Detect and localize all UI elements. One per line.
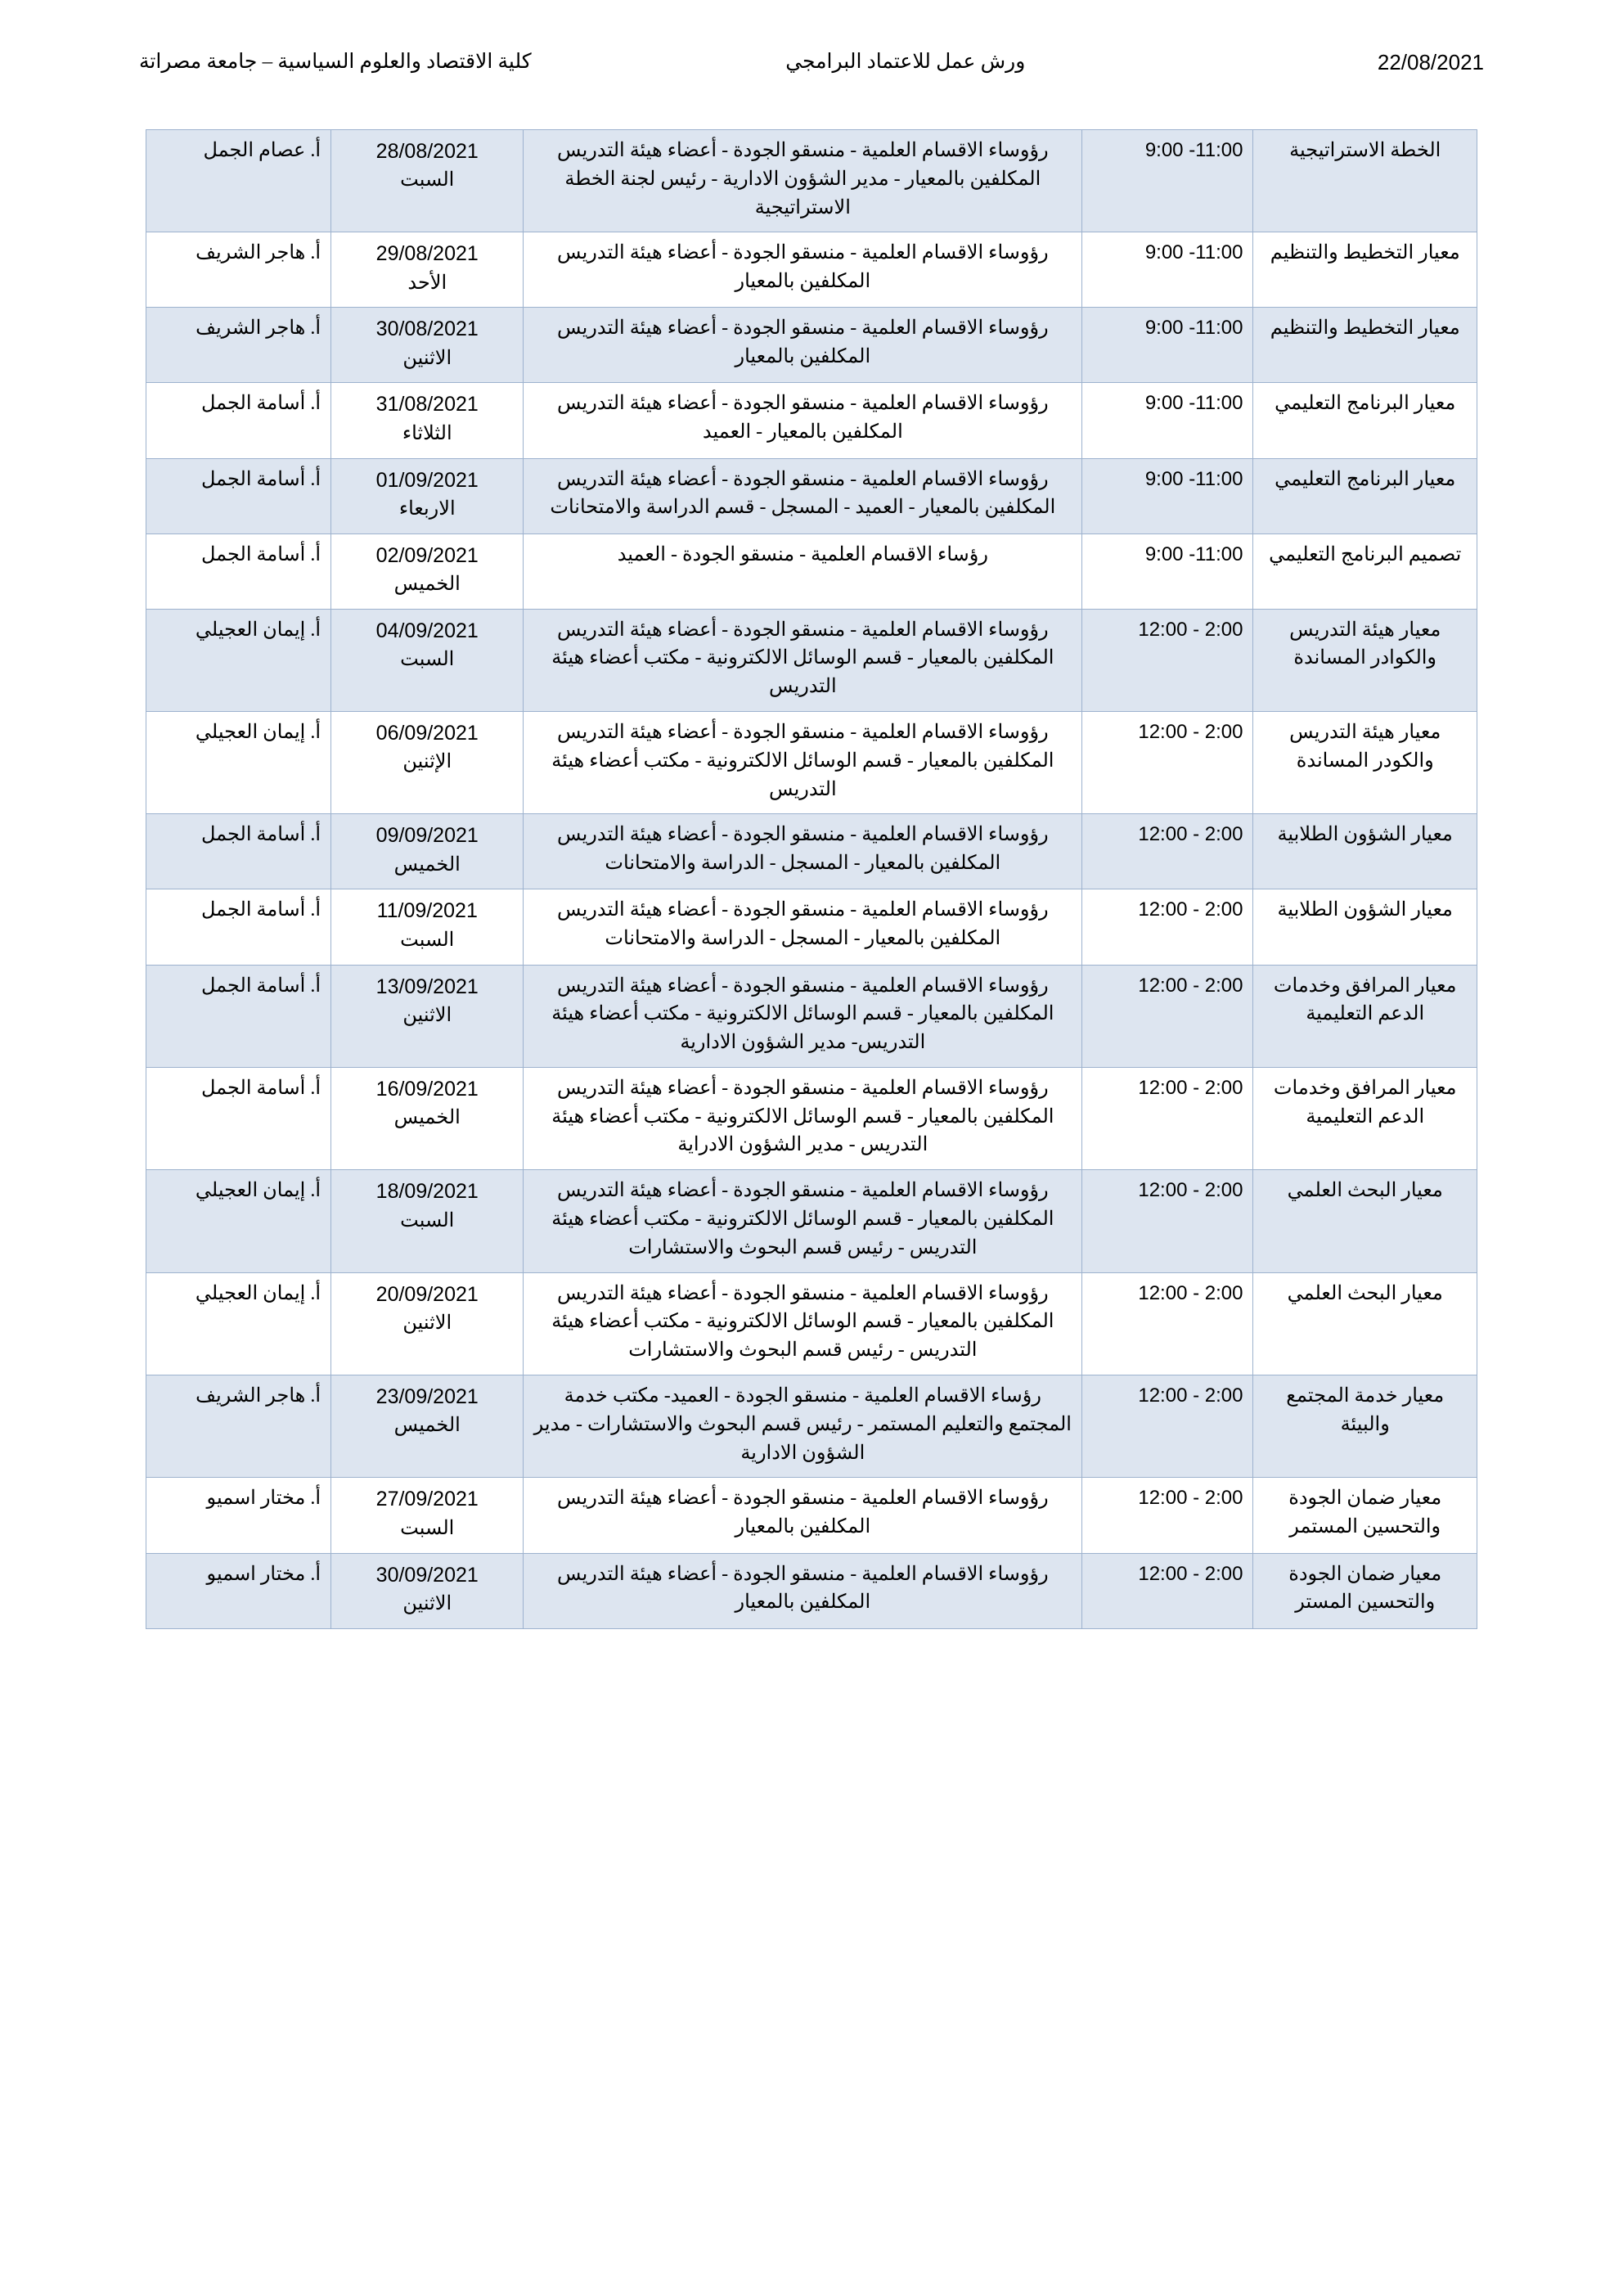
cell-time: 9:00 -11:00 — [1082, 533, 1253, 609]
table-row — [146, 1272, 1477, 1375]
institution-name: كلية الاقتصاد والعلوم السياسية – جامعة مصراتة — [139, 51, 532, 73]
cell-time: 9:00 -11:00 — [1082, 308, 1253, 383]
cell-standard: معيار البحث العلمي — [1253, 1170, 1477, 1272]
cell-date — [331, 1553, 524, 1628]
cell-standard: معيار التخطيط والتنظيم — [1253, 308, 1477, 383]
day-name: السبت — [400, 929, 455, 951]
date-value: 31/08/2021 — [375, 393, 479, 416]
cell-presenter: أ. إيمان العجيلي — [146, 609, 331, 711]
cell-participants: رؤوساء الاقسام العلمية - منسقو الجودة - أعضاء هيئة التدريس المكلفين بالمعيار - العميد — [524, 383, 1082, 458]
table-row — [146, 458, 1477, 533]
day-name: الاثنين — [402, 1312, 452, 1334]
cell-time: 12:00 - 2:00 — [1082, 965, 1253, 1067]
cell-presenter: أ. أسامة الجمل — [146, 533, 331, 609]
cell-standard: تصميم البرنامج التعليمي — [1253, 533, 1477, 609]
cell-presenter: أ. هاجر الشريف — [146, 1375, 331, 1478]
date-value: 02/09/2021 — [375, 543, 479, 567]
cell-time: 9:00 -11:00 — [1082, 383, 1253, 458]
cell-participants: رؤوساء الاقسام العلمية - منسقو الجودة - أعضاء هيئة التدريس المكلفين بالمعيار - المسجل - الدراسة والامتحانات — [524, 889, 1082, 965]
cell-time: 12:00 - 2:00 — [1082, 1553, 1253, 1628]
table-row — [146, 889, 1477, 965]
cell-participants: رؤساء الاقسام العلمية - منسقو الجودة - العميد- مكتب خدمة المجتمع والتعليم المستمر - رئيس قسم البحوث والاستشارات - مدير الشؤون الادارية — [524, 1375, 1082, 1478]
cell-time: 12:00 - 2:00 — [1082, 1170, 1253, 1272]
date-value: 04/09/2021 — [375, 619, 479, 642]
schedule-table-body — [146, 130, 1477, 1629]
table-row — [146, 814, 1477, 889]
day-name: الأحد — [407, 272, 447, 294]
cell-time: 12:00 - 2:00 — [1082, 609, 1253, 711]
cell-time: 12:00 - 2:00 — [1082, 1272, 1253, 1375]
date-value: 11/09/2021 — [376, 899, 478, 923]
cell-time: 12:00 - 2:00 — [1082, 814, 1253, 889]
cell-time: 12:00 - 2:00 — [1082, 1067, 1253, 1169]
table-row — [146, 712, 1477, 814]
cell-presenter: أ. أسامة الجمل — [146, 458, 331, 533]
day-name: الاثنين — [402, 1004, 452, 1026]
day-name: الاربعاء — [398, 497, 456, 520]
date-value: 20/09/2021 — [375, 1282, 479, 1306]
table-row — [146, 232, 1477, 308]
date-value: 01/09/2021 — [375, 468, 479, 492]
cell-participants: رؤوساء الاقسام العلمية - منسقو الجودة - أعضاء هيئة التدريس المكلفين بالمعيار — [524, 308, 1082, 383]
cell-participants: رؤوساء الاقسام العلمية - منسقو الجودة - أعضاء هيئة التدريس المكلفين بالمعيار - المسجل - الدراسة والامتحانات — [524, 814, 1082, 889]
date-value: 28/08/2021 — [375, 140, 479, 163]
cell-presenter: أ. أسامة الجمل — [146, 965, 331, 1067]
table-row — [146, 533, 1477, 609]
table-row — [146, 965, 1477, 1067]
cell-presenter: أ. أسامة الجمل — [146, 814, 331, 889]
cell-date — [331, 609, 524, 711]
date-value: 16/09/2021 — [375, 1077, 479, 1101]
table-row — [146, 130, 1477, 232]
cell-participants: رؤوساء الاقسام العلمية - منسقو الجودة - أعضاء هيئة التدريس المكلفين بالمعيار - مدير الشؤون الادارية - رئيس لجنة الخطة الاستراتيجية — [524, 130, 1082, 232]
cell-time: 12:00 - 2:00 — [1082, 1375, 1253, 1478]
cell-time: 12:00 - 2:00 — [1082, 1478, 1253, 1553]
cell-participants: رؤوساء الاقسام العلمية - منسقو الجودة - أعضاء هيئة التدريس المكلفين بالمعيار - قسم الوسائل الالكترونية - مكتب أعضاء هيئة التدريس- مدير الشؤون الادارية — [524, 965, 1082, 1067]
day-name: السبت — [400, 1209, 455, 1231]
cell-time: 12:00 - 2:00 — [1082, 889, 1253, 965]
day-name: الخميس — [393, 1107, 461, 1129]
table-row — [146, 1067, 1477, 1169]
cell-standard: معيار ضمان الجودة والتحسين المستمر — [1253, 1478, 1477, 1553]
cell-standard: الخطة الاستراتيجية — [1253, 130, 1477, 232]
cell-date — [331, 533, 524, 609]
cell-standard: معيار الشؤون الطلابية — [1253, 814, 1477, 889]
cell-participants: رؤوساء الاقسام العلمية - منسقو الجودة - أعضاء هيئة التدريس المكلفين بالمعيار - قسم الوسائل الالكترونية - مكتب أعضاء هيئة التدريس - رئيس قسم البحوث والاستشارات — [524, 1272, 1082, 1375]
date-value: 18/09/2021 — [375, 1180, 479, 1204]
cell-date — [331, 1170, 524, 1272]
day-name: الاثنين — [402, 1592, 452, 1614]
header-date: 22/08/2021 — [1377, 50, 1484, 74]
cell-participants: رؤوساء الاقسام العلمية - منسقو الجودة - أعضاء هيئة التدريس المكلفين بالمعيار - قسم الوسائل الالكترونية - مكتب أعضاء هيئة التدريس — [524, 712, 1082, 814]
cell-standard: معيار الشؤون الطلابية — [1253, 889, 1477, 965]
cell-participants: رؤوساء الاقسام العلمية - منسقو الجودة - أعضاء هيئة التدريس المكلفين بالمعيار - قسم الوسائل الالكترونية - مكتب أعضاء هيئة التدريس — [524, 609, 1082, 711]
cell-presenter: أ. عصام الجمل — [146, 130, 331, 232]
cell-presenter: أ. أسامة الجمل — [146, 383, 331, 458]
day-name: الخميس — [393, 573, 461, 595]
cell-time: 9:00 -11:00 — [1082, 232, 1253, 308]
cell-presenter: أ. إيمان العجيلي — [146, 1272, 331, 1375]
day-name: الاثنين — [402, 347, 452, 369]
table-row — [146, 1170, 1477, 1272]
cell-date — [331, 1478, 524, 1553]
schedule-table-wrapper — [146, 129, 1477, 1629]
cell-presenter: أ. مختار اسميو — [146, 1478, 331, 1553]
cell-date — [331, 232, 524, 308]
cell-presenter: أ. أسامة الجمل — [146, 1067, 331, 1169]
cell-participants: رؤوساء الاقسام العلمية - منسقو الجودة - أعضاء هيئة التدريس المكلفين بالمعيار - العميد - المسجل - قسم الدراسة والامتحانات — [524, 458, 1082, 533]
cell-standard: معيار هيئة التدريس والكوادر المساندة — [1253, 609, 1477, 711]
cell-standard: معيار البرنامج التعليمي — [1253, 458, 1477, 533]
cell-participants: رؤوساء الاقسام العلمية - منسقو الجودة - أعضاء هيئة التدريس المكلفين بالمعيار - قسم الوسائل الالكترونية - مكتب أعضاء هيئة التدريس - رئيس قسم البحوث والاستشارات — [524, 1170, 1082, 1272]
cell-participants: رؤساء الاقسام العلمية - منسقو الجودة - العميد — [524, 533, 1082, 609]
cell-time: 9:00 -11:00 — [1082, 130, 1253, 232]
table-row — [146, 1375, 1477, 1478]
cell-standard: معيار المرافق وخدمات الدعم التعليمية — [1253, 965, 1477, 1067]
cell-standard: معيار المرافق وخدمات الدعم التعليمية — [1253, 1067, 1477, 1169]
date-value: 30/09/2021 — [375, 1563, 479, 1587]
cell-presenter: أ. إيمان العجيلي — [146, 712, 331, 814]
cell-standard: معيار البرنامج التعليمي — [1253, 383, 1477, 458]
day-name: الإثنين — [402, 751, 452, 773]
date-value: 23/09/2021 — [375, 1385, 479, 1409]
cell-standard: معيار خدمة المجتمع والبيئة — [1253, 1375, 1477, 1478]
day-name: الخميس — [393, 853, 461, 876]
date-value: 27/09/2021 — [375, 1488, 479, 1511]
cell-date — [331, 965, 524, 1067]
table-row — [146, 1478, 1477, 1553]
date-value: 30/08/2021 — [375, 317, 479, 341]
cell-date — [331, 1067, 524, 1169]
workshop-schedule-table — [146, 129, 1477, 1629]
cell-time: 12:00 - 2:00 — [1082, 712, 1253, 814]
date-value: 29/08/2021 — [375, 242, 479, 266]
table-row — [146, 383, 1477, 458]
cell-standard: معيار هيئة التدريس والكودر المساندة — [1253, 712, 1477, 814]
cell-standard: معيار التخطيط والتنظيم — [1253, 232, 1477, 308]
document-title: ورش عمل للاعتماد البرامجي — [785, 51, 1026, 73]
cell-participants: رؤوساء الاقسام العلمية - منسقو الجودة - أعضاء هيئة التدريس المكلفين بالمعيار — [524, 1553, 1082, 1628]
cell-date — [331, 889, 524, 965]
day-name: السبت — [400, 1517, 455, 1539]
cell-date — [331, 814, 524, 889]
cell-date — [331, 383, 524, 458]
cell-presenter: أ. إيمان العجيلي — [146, 1170, 331, 1272]
cell-presenter: أ. مختار اسميو — [146, 1553, 331, 1628]
cell-date — [331, 712, 524, 814]
cell-participants: رؤوساء الاقسام العلمية - منسقو الجودة - أعضاء هيئة التدريس المكلفين بالمعيار - قسم الوسائل الالكترونية - مكتب أعضاء هيئة التدريس - مدير الشؤون الادراية — [524, 1067, 1082, 1169]
cell-time: 9:00 -11:00 — [1082, 458, 1253, 533]
day-name: الخميس — [393, 1415, 461, 1437]
cell-presenter: أ. هاجر الشريف — [146, 232, 331, 308]
cell-participants: رؤوساء الاقسام العلمية - منسقو الجودة - أعضاء هيئة التدريس المكلفين بالمعيار — [524, 232, 1082, 308]
date-value: 09/09/2021 — [375, 824, 479, 848]
table-row — [146, 1553, 1477, 1628]
table-row — [146, 609, 1477, 711]
day-name: السبت — [400, 648, 455, 670]
cell-presenter: أ. هاجر الشريف — [146, 308, 331, 383]
cell-presenter: أ. أسامة الجمل — [146, 889, 331, 965]
cell-date — [331, 458, 524, 533]
day-name: السبت — [400, 169, 455, 191]
cell-date — [331, 130, 524, 232]
cell-participants: رؤوساء الاقسام العلمية - منسقو الجودة - أعضاء هيئة التدريس المكلفين بالمعيار — [524, 1478, 1082, 1553]
date-value: 13/09/2021 — [375, 975, 479, 998]
date-value: 06/09/2021 — [375, 722, 479, 745]
table-row — [146, 308, 1477, 383]
cell-date — [331, 1375, 524, 1478]
day-name: الثلاثاء — [402, 422, 452, 444]
cell-standard: معيار ضمان الجودة والتحسين المستر — [1253, 1553, 1477, 1628]
running-header — [139, 49, 1484, 85]
cell-date — [331, 308, 524, 383]
cell-standard: معيار البحث العلمي — [1253, 1272, 1477, 1375]
cell-date — [331, 1272, 524, 1375]
